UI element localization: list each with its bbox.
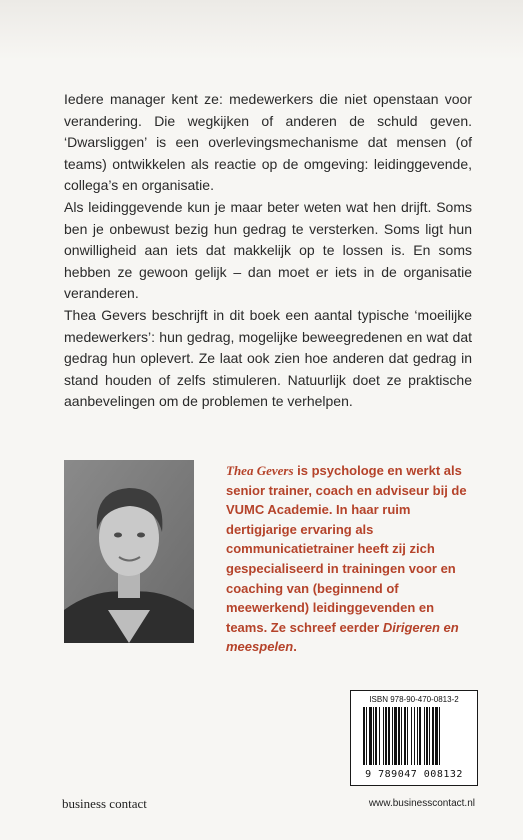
isbn-barcode <box>350 690 478 786</box>
blurb-paragraph-2: Als leidinggevende kun je maar beter weten wat hen drijft. Soms ben je onbewust bezig hun gedrag te versterken. Soms ligt hun onwilligheid aan iets dat makkelijk op te lossen is. En soms hebben ze gewoon gelijk – dan moet er iets in de organisatie veranderen. <box>64 199 472 302</box>
barcode-bars <box>361 707 467 767</box>
publisher-website: www.businesscontact.nl <box>368 798 475 809</box>
author-bio-end: . <box>293 639 297 655</box>
blurb-paragraph-3: Thea Gevers beschrijft in dit boek een aantal typische ‘moeilijke medewerkers’: hun gedrag, mogelijke beweegredenen en wat dat gedrag hun oplevert. Ze laat ook zien hoe anderen dat gedrag in stand houden of zelfs stimuleren. Natuurlijk doet ze praktische aanbevelingen om de problemen te verhelpen. <box>64 307 472 410</box>
publisher-name: business contact <box>62 796 147 811</box>
author-name: Thea Gevers <box>226 463 294 478</box>
author-bio <box>226 461 475 657</box>
cover-top-shadow <box>0 0 523 60</box>
author-photo <box>64 460 194 643</box>
blurb-paragraph-1: Iedere manager kent ze: medewerkers die niet openstaan voor verandering. Die wegkijken of anderen de schuld geven. ‘Dwarsliggen’ is een overlevingsmechanisme dat mensen (of teams) ontwikkelen als reactie op de omgeving: leidinggevende, collega’s en organisatie. <box>64 91 472 194</box>
isbn-label: ISBN 978-90-470-0813-2 <box>369 695 459 704</box>
barcode-digits: 9 789047 008132 <box>365 769 463 780</box>
previous-book-title: Dirigeren en meespelen <box>226 619 459 655</box>
author-bio-text: is psychologe en werkt als senior trainer, coach en adviseur bij de VUMC Academie. In haar ruim dertigjarige ervaring als communicatietrainer heeft zij zich gespecialiseerd in trainingen voor en coaching van (beginnend of meewerkend) leidinggevenden en teams. Ze schreef eerder <box>226 463 467 635</box>
